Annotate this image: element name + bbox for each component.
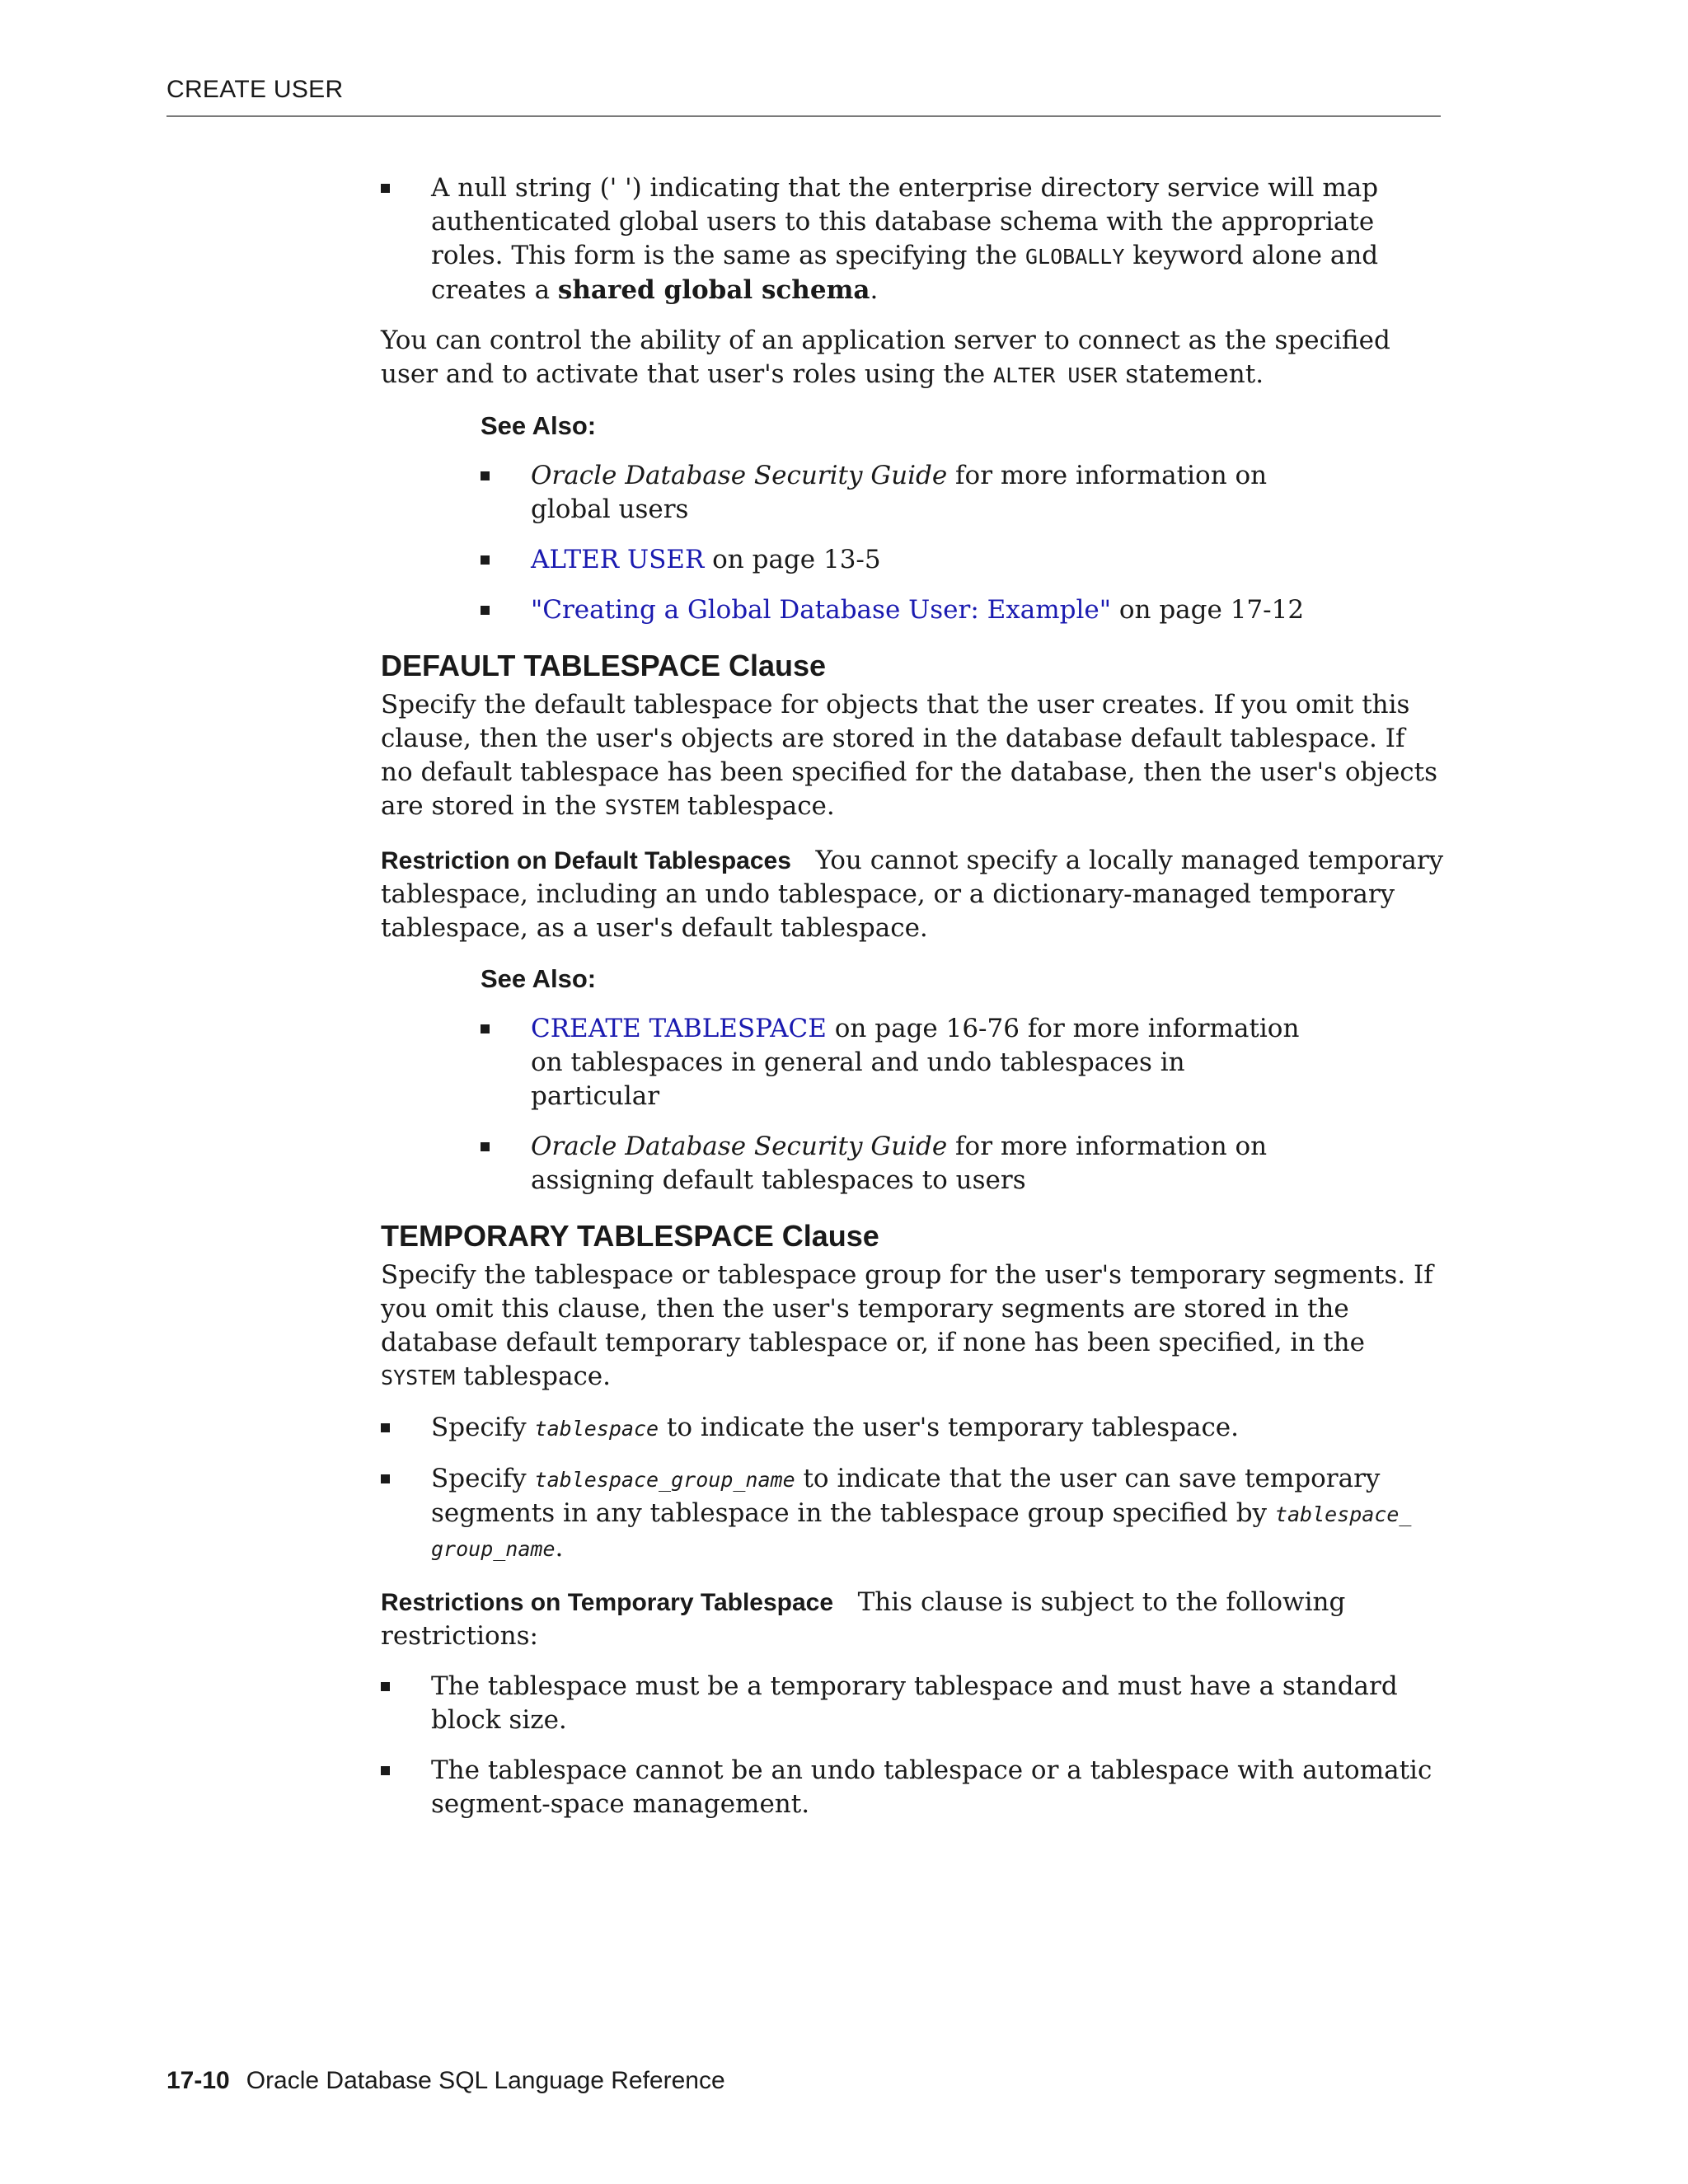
list-item: "Creating a Global Database User: Example" on page 17-12: [481, 593, 1305, 627]
bullet-square-icon: [481, 606, 490, 615]
code-alter-user: ALTER USER: [993, 363, 1118, 387]
bullet-square-icon: [481, 1142, 490, 1151]
paragraph: Restriction on Default Tablespaces You cannot specify a locally managed temporary tablespace, including an undo tablespace, or a dictionary-managed temporary tablespace, as a user's default tablespace.: [381, 846, 1444, 943]
list-item: Specify tablespace to indicate the user's temporary tablespace.: [381, 1411, 1444, 1446]
code-tablespace-group-name: tablespace_group_name: [534, 1468, 795, 1492]
code-tablespace-group-name: tablespace_ group_name: [431, 1502, 1412, 1561]
link-create-tablespace[interactable]: CREATE TABLESPACE: [531, 1014, 827, 1043]
bold-term: shared global schema: [557, 275, 870, 305]
see-also-title: See Also:: [481, 964, 597, 993]
page-footer: [166, 2067, 725, 2095]
list-item: Oracle Database Security Guide for more information on assigning default tablespaces to users: [481, 1130, 1305, 1197]
code-system: SYSTEM: [604, 795, 680, 819]
see-also-box: [481, 962, 1305, 1197]
see-also-title: See Also:: [481, 411, 597, 440]
section-heading: DEFAULT TABLESPACE Clause: [381, 649, 827, 682]
bullet-square-icon: [481, 555, 490, 565]
bullet-square-icon: [481, 1024, 490, 1033]
temp-bullet-list: [381, 1411, 1444, 1566]
list-item: The tablespace cannot be an undo tablespace or a tablespace with automatic segment-space management.: [381, 1754, 1444, 1821]
paragraph: Specify the default tablespace for objects that the user creates. If you omit this clause, then the user's objects are stored in the database default tablespace. If no default tablespace has been specified for the database, then the user's objects are stored in the SYSTEM tablespace.: [381, 690, 1438, 821]
list-item: Specify tablespace_group_name to indicate that the user can save temporary segments in any tablespace in the tablespace group specified by tablespace_ group_name.: [381, 1462, 1444, 1566]
paragraph: Restrictions on Temporary Tablespace This clause is subject to the following restrictions:: [381, 1587, 1346, 1651]
book-title-footer: Oracle Database SQL Language Reference: [246, 2067, 725, 2094]
bullet-square-icon: [381, 1423, 390, 1432]
bullet-square-icon: [481, 471, 490, 480]
bullet-square-icon: [381, 1766, 390, 1775]
list-item: The tablespace must be a temporary tablespace and must have a standard block size.: [381, 1670, 1444, 1737]
page-number: 17-10: [166, 2067, 230, 2094]
restriction-label: Restrictions on Temporary Tablespace: [381, 1589, 834, 1616]
code-globally: GLOBALLY: [1025, 245, 1125, 269]
bullet-square-icon: [381, 1682, 390, 1691]
paragraph: Specify the tablespace or tablespace group for the user's temporary segments. If you omit this clause, then the user's temporary segments are stored in the database default temporary tablespace or, if none has been specified, in the SYSTEM tablespace.: [381, 1260, 1433, 1391]
restriction-label: Restriction on Default Tablespaces: [381, 847, 791, 874]
paragraph: You can control the ability of an application server to connect as the specified user and to activate that user's roles using the ALTER USER statement.: [381, 326, 1390, 389]
see-also-box: [481, 409, 1305, 627]
running-header: CREATE USER: [166, 76, 344, 103]
code-system: SYSTEM: [381, 1366, 456, 1390]
restriction-bullet-list: [381, 1670, 1444, 1821]
book-title: Oracle Database Security Guide: [531, 461, 948, 490]
book-title: Oracle Database Security Guide: [531, 1132, 948, 1161]
link-alter-user[interactable]: ALTER USER: [531, 545, 705, 574]
bullet-square-icon: [381, 184, 390, 193]
list-item: Oracle Database Security Guide for more information on global users: [481, 459, 1305, 527]
list-item: A null string (' ') indicating that the enterprise directory service will map authenticated global users to this database schema with the appropriate roles. This form is the same as specifying the GLOBALLY keyword alone and creates a shared global schema.: [381, 171, 1444, 307]
header-rule: [166, 115, 1441, 117]
top-bullet-list: [381, 171, 1444, 307]
list-item: ALTER USER on page 13-5: [481, 543, 1305, 577]
link-global-user-example[interactable]: "Creating a Global Database User: Example": [531, 595, 1111, 625]
section-heading: TEMPORARY TABLESPACE Clause: [381, 1219, 879, 1253]
bullet-square-icon: [381, 1474, 390, 1483]
page-content: [381, 171, 1444, 1838]
list-item: CREATE TABLESPACE on page 16-76 for more information on tablespaces in general and undo tablespaces in particular: [481, 1012, 1305, 1113]
code-tablespace: tablespace: [534, 1417, 659, 1441]
